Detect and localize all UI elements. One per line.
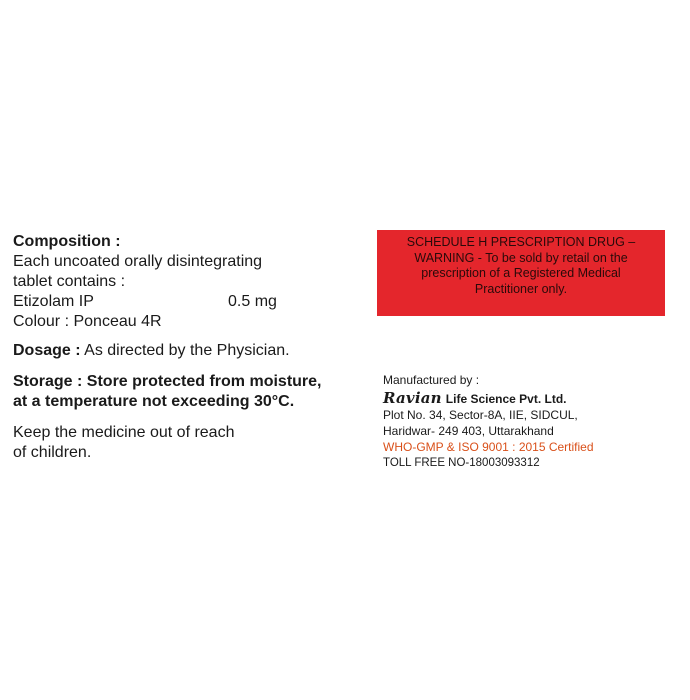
storage-section <box>13 372 363 412</box>
colour-line: Colour : Ponceau 4R <box>13 313 162 330</box>
warning-line-2: WARNING - To be sold by retail on the <box>414 250 628 265</box>
dosage-section <box>13 341 363 361</box>
warning-line-3: prescription of a Registered Medical <box>421 266 621 280</box>
storage-line-2: at a temperature not exceeding 30°C. <box>13 393 295 410</box>
manufacturer-section <box>383 372 683 471</box>
brand-logo: Ravian <box>383 389 442 407</box>
storage-line-1: Storage : Store protected from moisture, <box>13 373 322 390</box>
keep-line-1: Keep the medicine out of reach <box>13 424 235 441</box>
warning-line-1: SCHEDULE H PRESCRIPTION DRUG – <box>406 235 636 249</box>
dosage-line <box>13 341 363 361</box>
ingredient-amount: 0.5 mg <box>228 293 277 310</box>
composition-line-2: tablet contains : <box>13 273 126 290</box>
keep-line-2: of children. <box>13 444 92 461</box>
ingredient-row <box>13 292 363 312</box>
schedule-h-warning-box <box>377 230 665 316</box>
keep-out-of-reach-section <box>13 423 363 463</box>
composition-title: Composition : <box>13 233 121 250</box>
address-line-1: Plot No. 34, Sector-8A, IIE, SIDCUL, <box>383 408 578 422</box>
manufactured-by-label: Manufactured by : <box>383 373 480 387</box>
ingredient-name: Etizolam IP <box>13 293 94 310</box>
composition-line-1: Each uncoated orally disintegrating <box>13 253 263 270</box>
certification-line: WHO-GMP & ISO 9001 : 2015 Certified <box>383 440 594 454</box>
company-name-rest: Life Science Pvt. Ltd. <box>445 392 567 406</box>
dosage-text: As directed by the Physician. <box>84 342 290 359</box>
warning-line-4: Practitioner only. <box>474 281 568 296</box>
address-line-2: Haridwar- 249 403, Uttarakhand <box>383 424 554 438</box>
toll-free-line: TOLL FREE NO-18003093312 <box>383 457 540 469</box>
company-name <box>383 390 683 407</box>
dosage-label: Dosage : <box>13 342 81 359</box>
drug-info-column <box>13 232 363 463</box>
composition-section <box>13 232 363 332</box>
